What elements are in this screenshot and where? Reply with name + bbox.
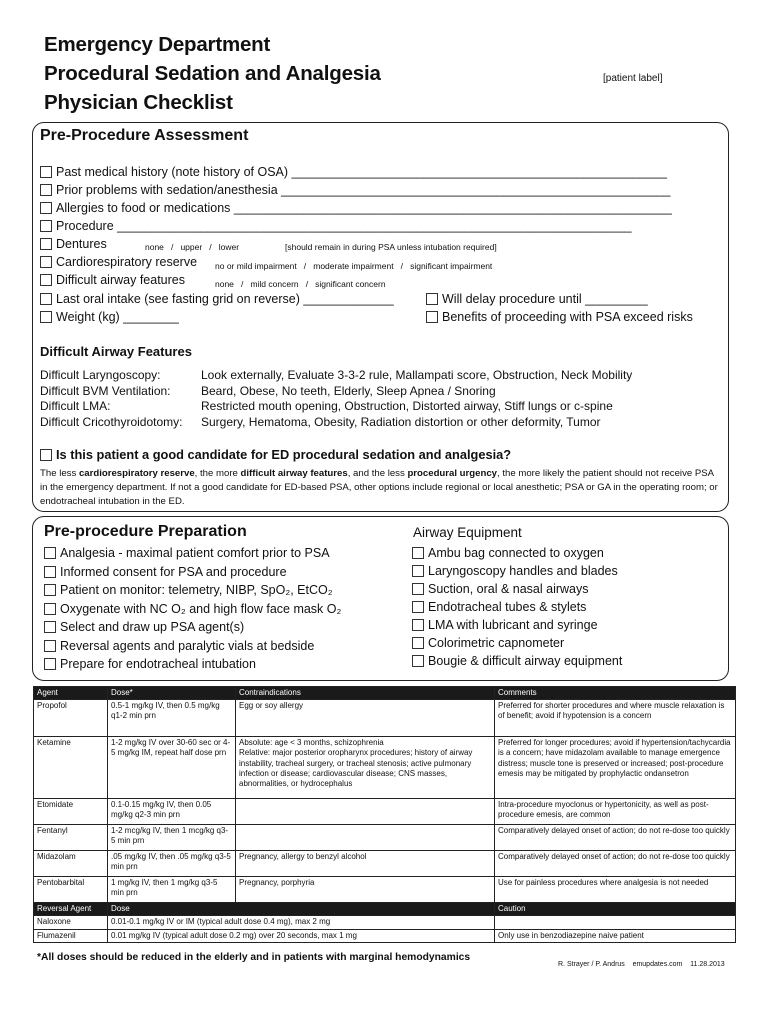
checkbox[interactable] <box>412 583 424 595</box>
checkbox[interactable] <box>44 584 56 596</box>
checkbox[interactable] <box>44 603 56 615</box>
table-row <box>34 799 736 825</box>
column-header: Dose* <box>108 687 236 700</box>
checkbox[interactable] <box>40 166 52 178</box>
checkbox[interactable] <box>44 658 56 670</box>
agent-cell: Fentanyl <box>34 825 108 851</box>
contraindications-cell <box>236 825 495 851</box>
checkbox[interactable] <box>426 311 438 323</box>
mnemonic-rods: Restricted mouth opening, Obstruction, Distorted airway, Stiff lungs or c-spine <box>201 399 613 413</box>
airway-equipment-heading: Airway Equipment <box>413 525 522 540</box>
contraindications-cell <box>236 799 495 825</box>
comments-cell: Intra-procedure myoclonus or hypertonicity, as well as post-procedure emesis, are common <box>495 799 736 825</box>
checkbox[interactable] <box>40 274 52 286</box>
assessment-item-history[interactable]: Past medical history (note history of OSA) ______________________________________________________ <box>40 165 667 180</box>
assessment-item-airway-features[interactable]: Difficult airway features none / mild concern / significant concern <box>40 273 185 288</box>
prep-item[interactable]: Select and draw up PSA agent(s) <box>44 620 244 635</box>
equipment-item[interactable]: Suction, oral & nasal airways <box>412 582 589 597</box>
assessment-item-benefits[interactable]: Benefits of proceeding with PSA exceed risks <box>426 310 693 325</box>
prep-item[interactable]: Prepare for endotracheal intubation <box>44 657 256 672</box>
sedation-agents-table <box>33 686 736 943</box>
comments-cell: Comparatively delayed onset of action; do not re-dose too quickly <box>495 851 736 877</box>
reversal-header-row <box>34 903 736 916</box>
comments-cell: Use for painless procedures where analgesia is not needed <box>495 877 736 903</box>
title-line-3: Physician Checklist <box>44 91 233 114</box>
comments-cell: Preferred for shorter procedures and where muscle relaxation is of benefit; avoid if hypotension is a concern <box>495 700 736 737</box>
dentures-options: none / upper / lower <box>145 242 240 252</box>
column-header: Caution <box>495 903 736 916</box>
checkbox[interactable] <box>40 293 52 305</box>
agent-cell: Ketamine <box>34 737 108 799</box>
equipment-item[interactable]: Bougie & difficult airway equipment <box>412 654 622 669</box>
dose-cell: 0.01-0.1 mg/kg IV or IM (typical adult dose 0.4 mg), max 2 mg <box>108 916 495 929</box>
table-row <box>34 825 736 851</box>
assessment-item-procedure[interactable]: Procedure __________________________________________________________________________ <box>40 219 632 234</box>
comments-cell: Preferred for longer procedures; avoid if hypertension/tachycardia is a concern; have midazolam available to manage emergence distress; muscle tone is preserved or increased; post-procedure emesis may be mitigated by prophylactic ondansetron <box>495 737 736 799</box>
prep-item[interactable]: Oxygenate with NC O₂ and high flow face mask O₂ <box>44 602 341 617</box>
column-header: Dose <box>108 903 495 916</box>
column-header: Contraindications <box>236 687 495 700</box>
agent-cell: Naloxone <box>34 916 108 929</box>
table-row <box>34 877 736 903</box>
equipment-item[interactable]: LMA with lubricant and syringe <box>412 618 598 633</box>
preparation-heading: Pre-procedure Preparation <box>44 523 247 540</box>
title-line-2: Procedural Sedation and Analgesia <box>44 62 381 85</box>
cardiorespiratory-options: no or mild impairment / moderate impairment / significant impairment <box>215 261 493 271</box>
assessment-item-dentures[interactable]: Dentures none / upper / lower [should remain in during PSA unless intubation required] <box>40 237 107 252</box>
contraindications-cell: Pregnancy, porphyria <box>236 877 495 903</box>
agent-cell: Propofol <box>34 700 108 737</box>
assessment-item-delay[interactable]: Will delay procedure until _________ <box>426 292 648 307</box>
equipment-item[interactable]: Ambu bag connected to oxygen <box>412 546 604 561</box>
assessment-item-allergies[interactable]: Allergies to food or medications _______________________________________________________________ <box>40 201 672 216</box>
mnemonic-lemon: Look externally, Evaluate 3-3-2 rule, Mallampati score, Obstruction, Neck Mobility <box>201 368 633 382</box>
checkbox[interactable] <box>40 256 52 268</box>
checkbox[interactable] <box>40 184 52 196</box>
candidate-question[interactable]: Is this patient a good candidate for ED procedural sedation and analgesia? <box>40 447 511 462</box>
checkbox[interactable] <box>412 565 424 577</box>
assessment-heading: Pre-Procedure Assessment <box>40 127 249 144</box>
equipment-item[interactable]: Endotracheal tubes & stylets <box>412 600 586 615</box>
table-row <box>34 916 736 929</box>
agent-cell: Flumazenil <box>34 929 108 942</box>
agent-cell: Midazolam <box>34 851 108 877</box>
table-row <box>34 700 736 737</box>
column-header: Agent <box>34 687 108 700</box>
dentures-note: [should remain in during PSA unless intubation required] <box>285 242 497 252</box>
comments-cell: Comparatively delayed onset of action; do not re-dose too quickly <box>495 825 736 851</box>
checkbox[interactable] <box>412 637 424 649</box>
table-row <box>34 737 736 799</box>
dose-cell: 1-2 mg/kg IV over 30-60 sec or 4-5 mg/kg IM, repeat half dose prn <box>108 737 236 799</box>
checkbox[interactable] <box>412 655 424 667</box>
table-header-row <box>34 687 736 700</box>
table-row <box>34 851 736 877</box>
mnemonic-bones: Beard, Obese, No teeth, Elderly, Sleep Apnea / Snoring <box>201 383 496 398</box>
contraindications-cell: Absolute: age < 3 months, schizophrenia Relative: major posterior oropharynx procedures; history of airway instability, tracheal surgery, or tracheal stenosis; active pulmonary infection or disease; cardiovascular disease; CNS masses, abnormalities, or hydrocephalus <box>236 737 495 799</box>
checkbox[interactable] <box>44 547 56 559</box>
caution-cell: Only use in benzodiazepine naive patient <box>495 929 736 942</box>
table-row <box>34 929 736 942</box>
checkbox[interactable] <box>40 449 52 461</box>
credit-line: R. Strayer / P. Andrus emupdates.com 11.28.2013 <box>558 961 725 968</box>
caution-cell <box>495 916 736 929</box>
checkbox[interactable] <box>44 566 56 578</box>
checkbox[interactable] <box>40 311 52 323</box>
dose-cell: 0.1-0.15 mg/kg IV, then 0.05 mg/kg q2-3 min prn <box>108 799 236 825</box>
patient-label-placeholder: [patient label] <box>603 73 663 84</box>
agent-cell: Etomidate <box>34 799 108 825</box>
dose-footnote: *All doses should be reduced in the elderly and in patients with marginal hemodynamics <box>37 952 471 963</box>
column-header: Reversal Agent <box>34 903 108 916</box>
title-line-1: Emergency Department <box>44 33 271 56</box>
dose-cell: 1 mg/kg IV, then 1 mg/kg q3-5 min prn <box>108 877 236 903</box>
checkbox[interactable] <box>40 220 52 232</box>
column-header: Comments <box>495 687 736 700</box>
contraindications-cell: Pregnancy, allergy to benzyl alcohol <box>236 851 495 877</box>
prep-item[interactable]: Analgesia - maximal patient comfort prior to PSA <box>44 546 330 561</box>
dose-cell: 0.5-1 mg/kg IV, then 0.5 mg/kg q1-2 min prn <box>108 700 236 737</box>
assessment-item-cardiorespiratory[interactable]: Cardiorespiratory reserve no or mild impairment / moderate impairment / significant impairment <box>40 255 197 270</box>
dose-cell: 1-2 mcg/kg IV, then 1 mcg/kg q3-5 min prn <box>108 825 236 851</box>
contraindications-cell: Egg or soy allergy <box>236 700 495 737</box>
agent-cell: Pentobarbital <box>34 877 108 903</box>
prep-item[interactable]: Informed consent for PSA and procedure <box>44 565 287 580</box>
prep-item[interactable]: Patient on monitor: telemetry, NIBP, SpO₂, EtCO₂ <box>44 583 333 598</box>
checkbox[interactable] <box>412 601 424 613</box>
mnemonic-short: Surgery, Hematoma, Obesity, Radiation distortion or other deformity, Tumor <box>201 414 601 429</box>
equipment-item[interactable]: Colorimetric capnometer <box>412 636 564 651</box>
checkbox[interactable] <box>426 293 438 305</box>
checkbox[interactable] <box>412 547 424 559</box>
difficult-airway-heading: Difficult Airway Features <box>40 344 192 359</box>
assessment-item-prior-problems[interactable]: Prior problems with sedation/anesthesia ________________________________________________________ <box>40 183 670 198</box>
dose-cell: 0.01 mg/kg IV (typical adult dose 0.2 mg) over 20 seconds, max 1 mg <box>108 929 495 942</box>
checkbox[interactable] <box>412 619 424 631</box>
checkbox[interactable] <box>40 202 52 214</box>
equipment-item[interactable]: Laryngoscopy handles and blades <box>412 564 618 579</box>
candidate-note: The less cardiorespiratory reserve, the more difficult airway features, and the less procedural urgency, the more likely the patient should not receive PSA in the emergency department. If not a good candidate for ED-based PSA, other options include regional or local anesthetic; PSA or GA in the operating room; or endotracheal intubation in the ED. <box>40 468 718 507</box>
checkbox[interactable] <box>40 238 52 250</box>
document-title <box>44 30 381 117</box>
assessment-item-weight[interactable]: Weight (kg) ________ <box>40 310 179 325</box>
checkbox[interactable] <box>44 640 56 652</box>
airway-concern-options: none / mild concern / significant concern <box>215 279 386 289</box>
prep-item[interactable]: Reversal agents and paralytic vials at bedside <box>44 639 314 654</box>
checkbox[interactable] <box>44 621 56 633</box>
assessment-item-last-oral-intake[interactable]: Last oral intake (see fasting grid on reverse) _____________ <box>40 292 394 307</box>
dose-cell: .05 mg/kg IV, then .05 mg/kg q3-5 min prn <box>108 851 236 877</box>
